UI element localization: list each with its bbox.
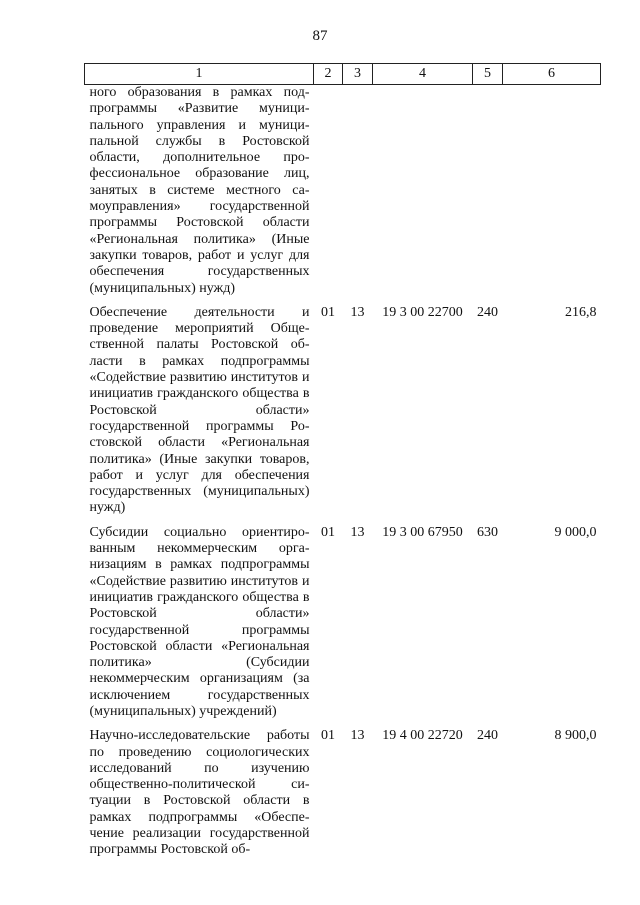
row-description: Субсидии социально ориентированным некоммерческим организациям в рамках подпрограммы «Содействие развитию институтов и инициатив гражданского общества в Ростовской области» государственной программы Ростовской области «Региональная политика» (Субсидии некоммерческим организациям (за исключением государственных (муниципальных) учреждений) xyxy=(89,524,310,719)
budget-table xyxy=(84,63,601,859)
row-amount xyxy=(503,85,601,297)
row-amount: 8 900,0 xyxy=(554,728,597,744)
row-section-code: 01 xyxy=(321,728,335,744)
row-amount: 216,8 xyxy=(565,304,597,320)
column-header-5: 5 xyxy=(473,64,503,85)
page-number: 87 xyxy=(312,28,328,44)
column-header-6: 6 xyxy=(503,64,601,85)
table-row xyxy=(85,85,601,297)
row-target-article: 19 3 00 67950 xyxy=(382,524,463,540)
row-description: Обеспечение деятельности и проведение мероприятий Общественной палаты Ростовской области в рамках подпрограммы «Содействие развитию институтов и инициатив гражданского общества в Ростовской области» государственной программы Ростовской области «Региональная политика» (Иные закупки товаров, работ и услуг для обеспечения государственных (муниципальных) нужд) xyxy=(89,304,310,516)
column-header-3: 3 xyxy=(343,64,373,85)
row-subsection-code: 13 xyxy=(350,524,365,540)
column-header-4: 4 xyxy=(373,64,473,85)
row-amount: 9 000,0 xyxy=(554,524,597,540)
row-subsection-code: 13 xyxy=(350,728,365,744)
column-header-2: 2 xyxy=(314,64,343,85)
row-subsection-code xyxy=(343,85,373,297)
row-description: ного образования в рамках подпрограммы «Развитие муниципального управления и муниципальной службы в Ростовской области, дополнительное профессиональное образование лиц, занятых в системе местного самоуправления» государственной программы Ростовской области «Региональная политика» (Иные закупки товаров, работ и услуг для обеспечения государственных (муниципальных) нужд) xyxy=(89,85,310,296)
table-header-row xyxy=(85,64,601,85)
row-section-code: 01 xyxy=(321,304,335,320)
row-description: Научно-исследовательские работы по проведению социологических исследований по изучению общественно-политической ситуации в Ростовской области в рамках подпрограммы «Обеспечение реализации государственной программы Ростовской об- xyxy=(89,728,310,858)
table-row xyxy=(85,297,601,517)
row-target-article: 19 4 00 22720 xyxy=(382,728,463,744)
row-expense-type: 240 xyxy=(477,728,498,744)
row-subsection-code: 13 xyxy=(350,304,365,320)
row-expense-type: 240 xyxy=(477,304,498,320)
row-target-article: 19 3 00 22700 xyxy=(382,304,463,320)
row-expense-type: 630 xyxy=(477,524,498,540)
row-section-code: 01 xyxy=(321,524,335,540)
table-row xyxy=(85,720,601,858)
column-header-1: 1 xyxy=(85,64,314,85)
row-expense-type xyxy=(473,85,503,297)
row-target-article xyxy=(373,85,473,297)
row-section-code xyxy=(314,85,343,297)
table-row xyxy=(85,517,601,721)
